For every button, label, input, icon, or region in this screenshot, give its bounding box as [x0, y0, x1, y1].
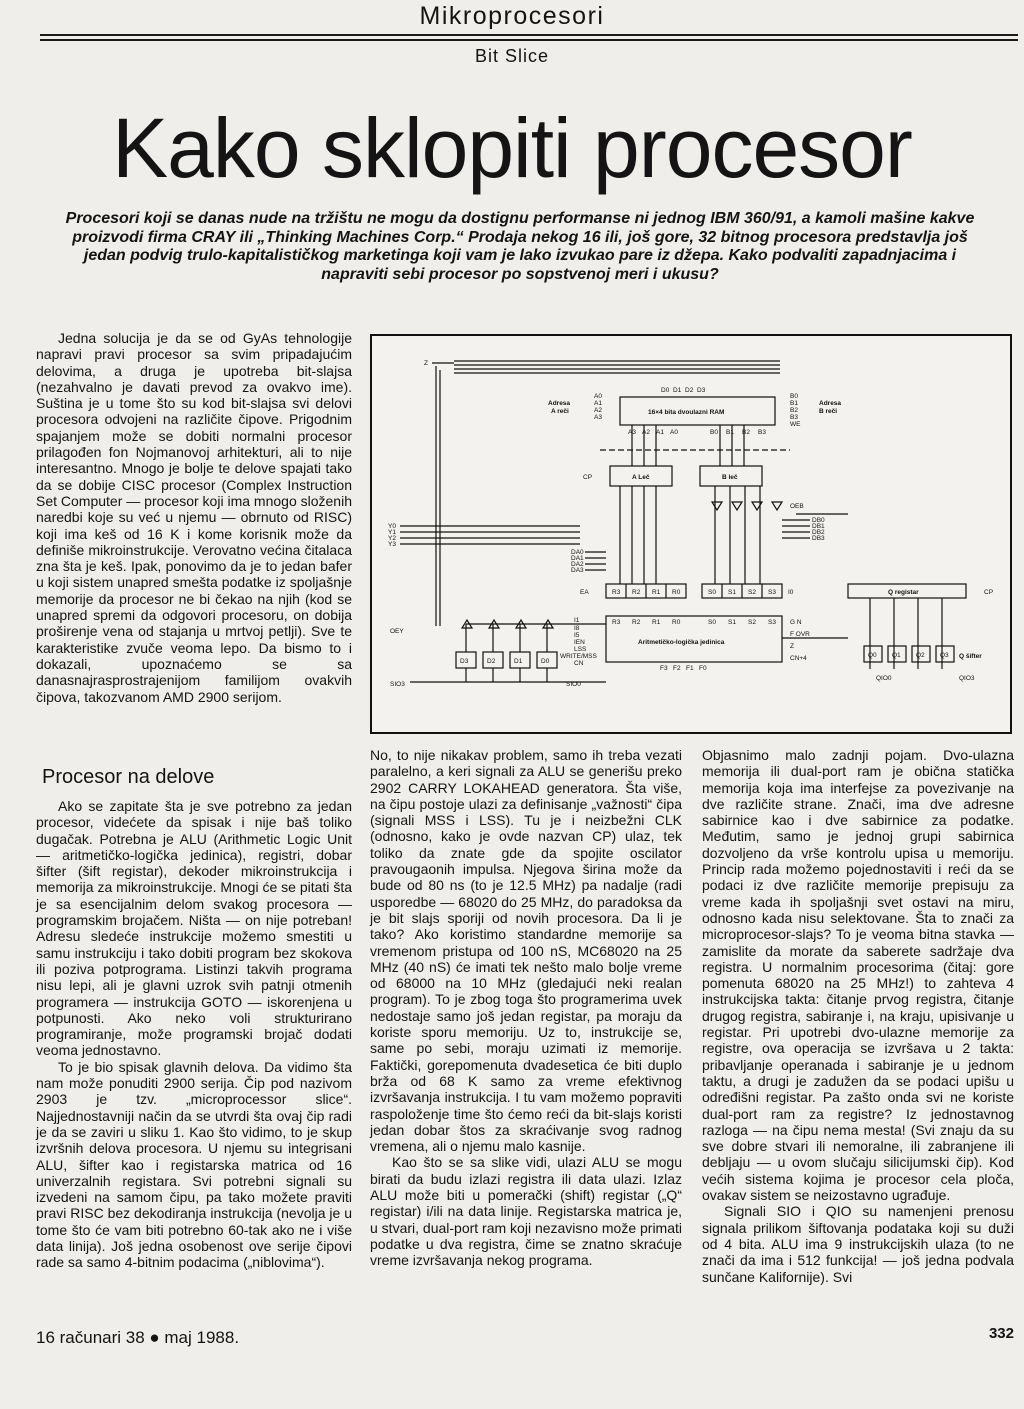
diagram-label: F0: [699, 665, 707, 672]
diagram-label: Z: [424, 360, 428, 367]
paragraph: Kao što se sa slike vidi, ulazi ALU se mogu birati da budu izlazi registra ili data ulazi. Izlaz ALU može biti u pomerački (shift) registar („Q“ registar) i/ili na data linije. Registarska matrica je, u stvari, dual-port ram koji nezavisno može primati podatke u dva registra, čime se znatno skraćuje vreme izvršavanja nekog programa.: [370, 1154, 683, 1269]
diagram-label: A1: [656, 429, 664, 436]
diagram-label: Adresa: [819, 400, 842, 407]
diagram-label: SIO0: [566, 681, 581, 688]
diagram-label: QIO3: [959, 675, 975, 682]
column-2: [370, 747, 682, 1269]
diagram-label: F OVR: [790, 631, 810, 638]
column-3: [702, 747, 1014, 1285]
page-number: 332: [988, 1325, 1014, 1342]
diagram-label: R2: [632, 619, 641, 626]
footer-issue: 16 računari 38 ● maj 1988.: [36, 1328, 240, 1347]
diagram-label: Q1: [892, 652, 901, 659]
diagram-label: CP: [583, 474, 593, 481]
diagram-label: B reči: [819, 408, 838, 415]
paragraph: To je bio spisak glavnih delova. Da vidimo šta nam može ponuditi 2900 serija. Čip pod nazivom 2903 je tzv. „microprocessor slice“. Najjednostavniji način da se utvrdi šta ovaj čip radi je da se zaviri u sliku 1. Kao što vidimo, to je skup izvršnih delova procesora. U njemu su integrisani ALU, šifter kao i registarska matrica od 16 univerzalnih registara. Svi potrebni signali su izvedeni na samom čipu, pa tako možete praviti pravi RISC bez dekodiranja instrukcija (nevolja je u tome što će vam biti potrebno 60-tak ako ne i više data linija). Još jedna osobenost ove serije čipovi rade sa samo 4-bitnim podacima („niblovima“).: [36, 1058, 352, 1271]
diagram-label: B1: [726, 429, 734, 436]
diagram-label: I5: [574, 632, 580, 639]
column-1-continued: [36, 798, 352, 1271]
diagram-label: B1: [790, 400, 798, 407]
diagram-label: LSS: [574, 646, 587, 653]
diagram-label: Y3: [388, 541, 396, 548]
ram-label: 16×4 bita dvoulazni RAM: [648, 409, 725, 416]
diagram-label: D3: [697, 387, 706, 394]
diagram-label: R1: [652, 619, 661, 626]
diagram-label: S2: [748, 589, 756, 596]
diagram-label: Adresa: [548, 400, 571, 407]
diagram-label: R0: [672, 619, 681, 626]
diagram-label: QIO0: [876, 675, 892, 682]
diagram-label: A3: [594, 414, 602, 421]
diagram-label: S2: [748, 619, 756, 626]
paragraph: Objasnimo malo zadnji pojam. Dvo-ulazna memorija ili dual-port ram je obična statička memorija koja ima interfejse za povezivanje na dve različite strane. Znači, ima dve adresne sabirnice kao i dve sabirnice za podatke. Međutim, samo je jednoj grupi sabirnica dozvoljeno da vrše kontrolu upisa u memoriju. Princip rada možemo pojednostaviti i reći da se podaci iz dve različite memorije prepisuju za vreme kada ih spoljašnji svet ostavi na miru, odnosno kada nisu selektovane. Šta to znači za microprocesor-slajs? To je veoma bitna stavka — zamislite da morate da saberete sadržaje dva registra. U normalnim procesorima (čitaj: gore pomenuta 68020 na 25 MHz!) to zahteva 4 instrukcijska takta: čitanje prvog registra, čitanje drugog registra, sabiranje i, na kraju, upisivanje u registar. Pri upotrebi dvo-ulazne memorije za registre, ova operacija se izvršava u 2 takta: pribavljanje operanada i sabiranje je u jednom taktu, a drugi je zadužen da se podaci upišu u određišni registar. Pa zašto onda svi ne koriste dual-port ram za registre? Iz jednostavnog razloga — na čipu nema mesta! (Svi znaju da su sve dobre stvari ili nemoralne, ili zabranjene ili debljaju — u ovom slučaju silicijumski čip). Kod većih sistema kojima je procesor cela ploča, ovakav sistem se neizostavno ugrađuje.: [702, 747, 1014, 1204]
diagram-label: DA3: [571, 567, 584, 574]
diagram-label: A1: [594, 400, 602, 407]
diagram-label: D1: [673, 387, 682, 394]
diagram-label: Y2: [388, 535, 396, 542]
diagram-label: Q0: [868, 652, 877, 659]
diagram-label: R3: [612, 589, 621, 596]
column-1: [36, 330, 352, 705]
diagram-label: F2: [673, 665, 681, 672]
diagram-label: B3: [790, 414, 798, 421]
diagram-label: SIO3: [390, 681, 405, 688]
diagram-label: B0: [790, 393, 798, 400]
diagram-label: B2: [790, 407, 798, 414]
diagram-label: I0: [788, 589, 794, 596]
diagram-label: Q3: [940, 652, 949, 659]
header-rule: [40, 34, 1018, 36]
diagram-label: R3: [612, 619, 621, 626]
diagram-label: S0: [708, 589, 716, 596]
article-lead: Procesori koji se danas nude na tržištu ne mogu da dostignu performanse ni jednog IBM 360/91, a kamoli mašine kakve proizvodi firma CRAY ili „Thinking Machines Corp.“ Prodaja nekog 16 ili, još gore, 32 bitnog procesora predstavlja još jedan podvig trulo-kapitalističkog marketinga koji vam je lako izvukao pare iz džepa. Kako podvaliti zapadnjacima i napraviti sebi procesor po sopstvenoj meri i ukusu?: [65, 210, 975, 283]
diagram-label: S3: [768, 619, 776, 626]
diagram-label: A0: [594, 393, 602, 400]
diagram-label: R1: [652, 589, 661, 596]
diagram-label: F1: [686, 665, 694, 672]
paragraph: Ako se zapitate šta je sve potrebno za jedan procesor, videćete da spisak i nije baš toliko dugačak. Potrebna je ALU (Arithmetic Logic Unit — aritmetičko-logička jedinica), registri, dobar šifter (šift registar), dekoder mikroinstrukcija i memorija za mikroinstrukcije. Mnogi će se pitati šta je sa esencijalnim delom svakog procesora — programskim brojačem. Ništa — on nije potreban! Adresu sledeće instrukcije možemo smestiti u samu instrukciju i tako dobiti program bez skokova ili poziva potprograma. Listinzi takvih programa nisu lepi, ali je glavni uzrok svih patnji otmenih programera — instrukcija GOTO — iskorenjena u potpunosti. Ako neko voli strukturirano programiranje, može programski brojač dodati veoma jednostavno.: [36, 798, 352, 1059]
diagram-label: Y1: [388, 529, 396, 536]
diagram-label: OEB: [790, 503, 804, 510]
paragraph: Jedna solucija je da se od GyAs tehnologije napravi pravi procesor sa svim pripadajućim delovima, a druga je upotreba bit-slajsa (nezahvalno je davati prevod za ovakvo ime). Suština je u tome što su kod bit-slajsa svi delovi procesora odvojeni na različite čipove. Prigodnim spajanjem može se dobiti normalni procesor prilagođen fon Nojmanovoj arhitekturi, ali to nije interesantno. Mnogo je bolje te delove spajati tako da se dobije CISC procesor (Complex Instruction Set Computer — procesor koji ima mnogo složenih naredbi koje su već u njemu — obrnuto od RISC) koji ima keš od 16 K i kome korisnik može da definiše mikroinstrukcije. Verovatno većina čitalaca zna šta je keš. Ipak, ponovimo da je to jedan bafer u koji sistem unapred smešta podatke iz spoljašnje memorije da procesor ne bi čekao na njih (kod se unapred spremi da odgovori procesoru, on dobija proširenje vena od stajanja u mrtvoj petlji). Sve te karakteristike zvuče veoma lepo. Da bismo to i dokazali, upoznaćemo se sa danasnajrasprostrajenijom familijom ovakvih čipova, takozvanom AMD 2900 serijom.: [36, 330, 352, 705]
diagram-label: R0: [672, 589, 681, 596]
diagram-label: WRITE/MSS: [560, 653, 597, 660]
subheading: Procesor na delove: [42, 766, 215, 788]
diagram-label: S0: [708, 619, 716, 626]
diagram-label: DB1: [812, 523, 825, 530]
diagram-label: B3: [758, 429, 766, 436]
block-diagram: [370, 334, 1012, 734]
diagram-label: D1: [514, 658, 523, 665]
diagram-label: R2: [632, 589, 641, 596]
b-latch-label: B leč: [722, 474, 738, 481]
diagram-label: CN+4: [790, 655, 807, 662]
diagram-label: D3: [460, 658, 469, 665]
diagram-frame: [371, 335, 1011, 733]
diagram-label: I1: [574, 617, 580, 624]
diagram-label: D2: [685, 387, 694, 394]
q-shifter-label: Q šifter: [959, 653, 982, 660]
diagram-label: DA2: [571, 561, 584, 568]
paragraph: Signali SIO i QIO su namenjeni prenosu signala prilikom šiftovanja podataka koji su duži od 4 bita. ALU ima 9 instrukcijskih ulaza (to ne znači da ima i 512 funkcija! — još jedna podvala sunčane Kalifornije). Svi: [702, 1203, 1014, 1285]
diagram-label: IEN: [574, 639, 585, 646]
section-title: Mikroprocesori: [419, 2, 605, 30]
diagram-label: B2: [742, 429, 750, 436]
alu-label: Aritmetičko-logička jedinica: [638, 639, 725, 646]
diagram-label: DB2: [812, 529, 825, 536]
diagram-label: Y0: [388, 523, 396, 530]
diagram-label: EA: [580, 589, 589, 596]
diagram-label: S1: [728, 589, 736, 596]
q-register-label: Q registar: [888, 589, 919, 596]
diagram-label: F3: [660, 665, 668, 672]
diagram-label: A2: [594, 407, 602, 414]
diagram-label: I8: [574, 625, 580, 632]
diagram-label: A0: [670, 429, 678, 436]
paragraph: No, to nije nikakav problem, samo ih treba vezati paralelno, a keri signali za ALU se generišu preko 2902 CARRY LOKAHEAD generatora. Šta više, na čipu postoje ulazi za definisanje „važnosti“ čipa (signali MSS i LSS). Tu je i neizbežni CLK (odnosno, kako je ovde nazvan CP) ulaz, tek toliko da znate gde da spojite oscilator pravougaonih impulsa. Njegova širina može da bude od 80 ns (to je 12.5 MHz) pa nadalje (radi usporedbe — 68020 do 25 MHz, do paradoksa da je bit slajs sporiji od novih procesora. Da li je tako? Ako koristimo standardne memorije sa vremenom pristupa od 100 nS, MC68020 na 25 MHz (40 nS) će imati tek nešto malo bolje vreme od 68000 na 10 MHz (gledajući neki realan program). To je zbog toga što programerima uvek nedostaje samo još jedan registar, pa moraju da koriste sporu memoriju. Uz to, instrukcije se, same po sebi, moraju uzimati iz memorije. Faktički, gorepomenuta dvadesetica će biti duplo brža od 68 K samo za vreme efektivnog izvršavanja instrukcija. I tu vam možemo popraviti raspoloženje time što ćemo reći da bit-slajs koristi jedan dobar štos za skraćivanje svog radnog vremena, ali o njemu malo kasnije.: [370, 747, 682, 1155]
diagram-label: Z: [790, 643, 794, 650]
diagram-label: B0: [710, 429, 718, 436]
a-latch-label: A Leč: [632, 474, 650, 481]
diagram-label: OEY: [390, 628, 404, 635]
diagram-label: D0: [661, 387, 670, 394]
diagram-label: Q2: [916, 652, 925, 659]
diagram-label: DB3: [812, 535, 825, 542]
diagram-label: DB0: [812, 517, 825, 524]
diagram-label: A3: [628, 429, 636, 436]
subsection-title: Bit Slice: [474, 46, 550, 66]
diagram-label: S3: [768, 589, 776, 596]
diagram-label: WE: [790, 421, 801, 428]
diagram-label: A2: [642, 429, 650, 436]
diagram-label: S1: [728, 619, 736, 626]
diagram-label: DA1: [571, 555, 584, 562]
diagram-label: CN: [574, 660, 584, 667]
diagram-label: CP: [984, 589, 994, 596]
diagram-label: A reči: [551, 408, 569, 415]
article-title: Kako sklopiti procesor: [112, 101, 912, 195]
header-rule: [40, 39, 1018, 41]
diagram-label: DA0: [571, 549, 584, 556]
diagram-label: D0: [541, 658, 550, 665]
diagram-label: G N: [790, 619, 802, 626]
diagram-label: D2: [487, 658, 496, 665]
